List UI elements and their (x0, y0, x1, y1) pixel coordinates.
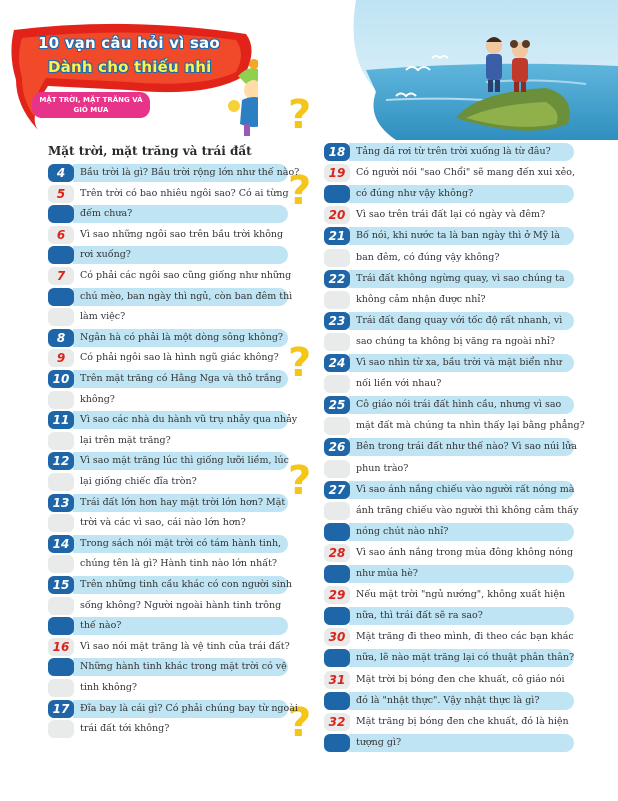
question-text: không? (80, 393, 115, 405)
question-number: 9 (56, 351, 66, 366)
question-item (48, 452, 288, 470)
question-number-badge (324, 502, 350, 520)
question-item-line (48, 205, 288, 223)
question-number: 28 (328, 545, 346, 560)
question-item (324, 270, 574, 288)
question-text: Mặt trăng đi theo mình, đi theo các bạn khác (356, 631, 574, 643)
question-item (48, 576, 292, 594)
question-number: 12 (52, 454, 70, 469)
question-text: nữa, lẽ nào mặt trăng lại có thuật phân thân? (356, 652, 575, 664)
question-text: Vì sao các nhà du hành vũ trụ nhảy qua nhảy (80, 414, 298, 426)
question-text: Vì sao nói mặt trăng là vệ tinh của trái đất? (80, 640, 290, 652)
section-title: Mặt trời, mặt trăng và trái đất (48, 144, 252, 158)
question-item-line (324, 523, 574, 541)
question-number-badge (324, 607, 350, 625)
question-item-line (324, 692, 574, 710)
question-number-badge (48, 308, 74, 326)
question-mark-icon: ? (288, 458, 312, 504)
question-text: Vì sao mặt trăng lúc thì giống lưỡi liềm, lúc (80, 455, 289, 467)
question-number: 18 (328, 145, 346, 159)
question-text: trái đất tới không? (80, 723, 170, 735)
question-mark-icon: ? (288, 168, 312, 214)
question-mark-icon: ? (288, 340, 312, 386)
question-text: đó là "nhật thực". Vậy nhật thực là gì? (356, 694, 540, 706)
question-number-badge (324, 291, 350, 309)
question-text: Trên mặt trăng có Hằng Nga và thỏ trắng (80, 373, 282, 384)
question-text: Vì sao những ngôi sao trên bầu trời không (80, 228, 284, 240)
question-item (324, 481, 574, 499)
question-item (48, 267, 292, 285)
banner-title-line1: 10 vạn câu hỏi vì sao (38, 34, 220, 52)
question-text: Tảng đá rơi từ trên trời xuống là từ đâu? (356, 146, 551, 157)
question-item (48, 185, 288, 203)
question-item-line (48, 720, 288, 738)
question-number-badge (48, 720, 74, 738)
question-number-badge (324, 565, 350, 583)
question-text: lại giống chiếc đĩa tròn? (80, 476, 197, 487)
question-number-badge (324, 333, 350, 351)
question-text: Có người nói "sao Chổi" sẽ mang đến xui xẻo, (356, 167, 576, 179)
question-text: rơi xuống? (80, 249, 131, 261)
question-text: chúng tên là gì? Hành tinh nào lớn nhất? (80, 558, 278, 570)
question-item (324, 628, 574, 646)
question-number-badge (324, 185, 350, 203)
question-text: Vì sao trên trái đất lại có ngày và đêm? (356, 209, 546, 221)
question-number-badge (48, 432, 74, 450)
question-text: không cảm nhận được nhỉ? (356, 293, 486, 305)
question-text: lại trên mặt trăng? (80, 434, 171, 446)
question-number-badge (324, 460, 350, 478)
question-mark-icon: ? (288, 92, 312, 138)
question-item (48, 164, 300, 182)
question-item (324, 312, 574, 330)
question-text: có đúng như vậy không? (356, 188, 474, 200)
question-item-line (324, 565, 574, 583)
question-item-line (48, 308, 288, 326)
question-item-line (48, 514, 288, 532)
question-text: như mùa hè? (356, 568, 419, 579)
question-item (324, 713, 574, 731)
question-item (48, 700, 298, 718)
question-text: trời và các vì sao, cái nào lớn hơn? (80, 517, 246, 529)
question-text: ban đêm, có đúng vậy không? (356, 251, 500, 263)
question-number: 16 (52, 639, 70, 654)
question-number: 30 (328, 630, 346, 645)
question-text: Bầu trời là gì? Bầu trời rộng lớn như thế nào? (80, 167, 300, 178)
question-number: 15 (52, 578, 70, 592)
question-number-badge (48, 514, 74, 532)
question-text: nữa, thì trái đất sẽ ra sao? (356, 610, 483, 622)
question-text: nóng chút nào nhỉ? (356, 525, 449, 537)
seaside-illustration (336, 0, 618, 140)
question-item-line (324, 185, 574, 203)
question-item-line (324, 375, 574, 393)
question-text: Trên những tinh cầu khác có con người sinh (80, 579, 292, 590)
question-item (48, 638, 288, 656)
question-number: 31 (328, 672, 346, 687)
question-number-badge (324, 375, 350, 393)
question-text: sao chúng ta không bị văng ra ngoài nhỉ? (356, 335, 555, 347)
question-item-line (324, 734, 574, 752)
question-text: ánh trăng chiếu vào người thì không cảm thấy (356, 504, 579, 516)
question-number: 6 (56, 227, 66, 242)
question-mark-icon: ? (288, 700, 312, 746)
question-text: Trên trời có bao nhiêu ngôi sao? Có ai từng (80, 187, 289, 199)
question-number-badge (324, 417, 350, 435)
question-text: Mặt trời bị bóng đen che khuất, cô giáo nói (356, 673, 565, 685)
question-item-line (324, 607, 574, 625)
question-item-line (48, 473, 288, 491)
question-number: 13 (52, 495, 70, 510)
question-number: 21 (328, 229, 346, 244)
question-number: 11 (52, 413, 70, 428)
question-item (324, 354, 574, 372)
question-number: 25 (328, 398, 346, 413)
question-item-line (48, 597, 288, 615)
question-text: Mặt trăng bị bóng đen che khuất, đó là hiện (356, 715, 569, 727)
question-item (324, 164, 574, 182)
question-number-badge (48, 597, 74, 615)
question-text: Có phải các ngôi sao cũng giống như những (80, 270, 292, 281)
question-text: Vì sao ánh nắng chiếu vào người rất nóng mà (356, 483, 575, 495)
question-text: Những hành tinh khác trong mặt trời có vệ (80, 661, 287, 673)
question-number-badge (48, 555, 74, 573)
question-number-badge (48, 473, 74, 491)
question-number-badge (324, 649, 350, 667)
question-number: 32 (328, 714, 346, 729)
question-text: Trái đất đang quay với tốc độ rất nhanh, vì (356, 314, 563, 326)
question-number: 24 (328, 356, 346, 370)
question-number-badge (48, 658, 74, 676)
question-text: Trái đất lớn hơn hay mặt trời lớn hơn? Mặt (80, 496, 286, 508)
question-item-line (324, 417, 585, 435)
question-text: Ngân hà có phải là một dòng sông không? (80, 331, 283, 343)
header-banner (8, 20, 258, 138)
question-text: Cô giáo nói trái đất hình cầu, nhưng vì sao (356, 399, 562, 411)
question-item (48, 329, 288, 347)
question-text: Nếu mặt trời "ngủ nướng", không xuất hiện (356, 589, 566, 601)
question-text: Trong sách nói mặt trời có tám hành tinh, (80, 537, 282, 549)
banner-title-line2: Dành cho thiếu nhi (48, 58, 212, 76)
question-item-line (48, 288, 293, 306)
question-text: Đĩa bay là cái gì? Có phải chúng bay từ ngoài (80, 702, 298, 714)
question-item (48, 349, 288, 367)
question-text: mặt đất mà chúng ta nhìn thấy lại bằng phẳng? (356, 420, 585, 432)
questions-right-column (324, 143, 585, 783)
question-text: nối liền với nhau? (356, 378, 442, 390)
question-item-line (324, 460, 574, 478)
question-number-badge (324, 734, 350, 752)
question-item-line (48, 679, 288, 697)
question-number: 4 (56, 166, 66, 180)
question-number-badge (48, 288, 74, 306)
question-item-line (324, 291, 574, 309)
question-number: 14 (52, 536, 70, 551)
question-item-line (48, 432, 288, 450)
question-number: 27 (328, 482, 346, 497)
question-item-line (324, 649, 574, 667)
question-item (324, 143, 574, 161)
question-number-badge (324, 249, 350, 267)
question-text: tinh không? (80, 682, 137, 693)
question-item (48, 370, 288, 388)
question-item-line (48, 391, 288, 409)
question-text: Vì sao nhìn từ xa, bầu trời và mặt biển như (356, 357, 562, 368)
question-text: tượng gì? (356, 736, 402, 748)
question-text: thế nào? (80, 620, 122, 632)
question-text: đếm chưa? (80, 208, 133, 220)
question-number: 7 (56, 269, 66, 283)
question-item-line (48, 555, 288, 573)
question-number: 22 (328, 271, 346, 286)
question-number: 8 (56, 330, 66, 345)
question-item-line (48, 617, 288, 635)
question-number: 20 (328, 208, 346, 223)
question-item (324, 671, 574, 689)
question-text: sống không? Người ngoài hành tinh trông (80, 599, 282, 611)
question-text: Bố nói, khi nước ta là ban ngày thì ở Mỹ là (356, 230, 560, 242)
question-number: 17 (52, 701, 70, 716)
question-text: chú mèo, ban ngày thì ngủ, còn ban đêm thì (80, 290, 293, 302)
question-number-badge (324, 523, 350, 541)
question-item (48, 494, 288, 512)
question-text: Vì sao ánh nắng trong mùa đông không nóng (356, 546, 574, 558)
question-number-badge (48, 679, 74, 697)
questions-left-column (48, 164, 300, 784)
question-number-badge (48, 391, 74, 409)
question-number: 10 (52, 372, 70, 386)
question-item (48, 535, 288, 553)
question-item-line (48, 658, 288, 676)
question-number: 29 (328, 588, 346, 603)
banner-subtitle: MẶT TRỜI, MẶT TRĂNG VÀ GIÓ MƯA (32, 92, 150, 118)
question-number-badge (48, 617, 74, 635)
question-item-line (324, 333, 574, 351)
question-text: phun trào? (356, 462, 409, 474)
question-item (324, 544, 574, 562)
question-item-line (48, 246, 288, 264)
question-item (48, 226, 288, 244)
question-text: Trái đất không ngừng quay, vì sao chúng ta (356, 272, 565, 284)
question-number-badge (324, 692, 350, 710)
question-item (324, 396, 574, 414)
question-item (324, 438, 577, 456)
question-text: Bên trong trái đất như thế nào? Vì sao núi lửa (356, 441, 577, 453)
question-number: 26 (328, 440, 346, 455)
question-item (324, 586, 574, 604)
question-item (48, 411, 298, 429)
question-number-badge (48, 205, 74, 223)
question-number-badge (48, 246, 74, 264)
question-item-line (324, 502, 579, 520)
question-item-line (324, 249, 574, 267)
question-item (324, 227, 574, 245)
question-number: 19 (328, 166, 346, 181)
question-number: 23 (328, 313, 346, 328)
question-text: làm việc? (80, 311, 126, 323)
question-item (324, 206, 574, 224)
question-text: Có phải ngôi sao là hình ngũ giác không? (80, 352, 279, 364)
question-number: 5 (56, 186, 66, 201)
